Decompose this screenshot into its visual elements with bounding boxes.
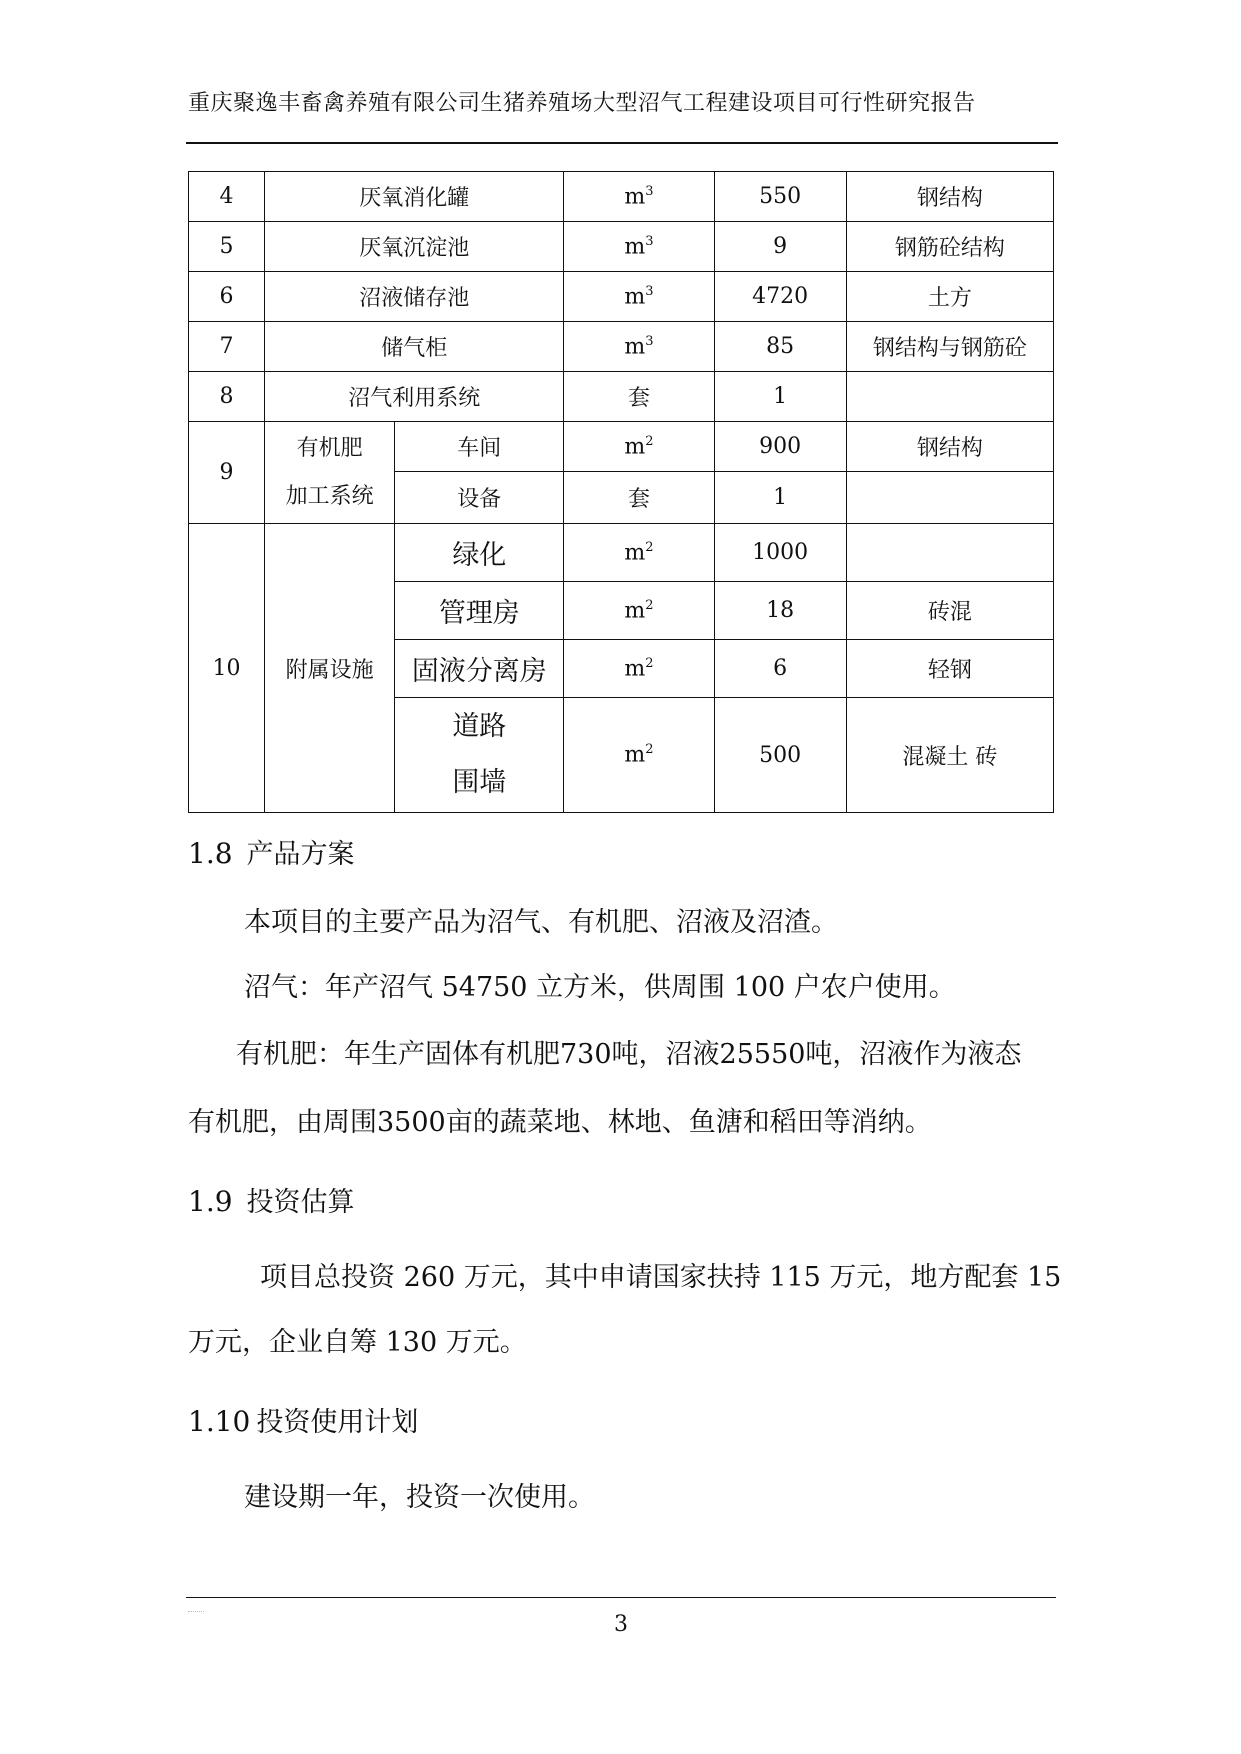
quantity-cell: 6 xyxy=(714,640,846,698)
quantity-cell: 1000 xyxy=(714,524,846,582)
group-name: 附属设施 xyxy=(265,524,395,813)
table-row xyxy=(189,222,1054,272)
quantity-cell: 1 xyxy=(714,472,846,524)
footer-mark xyxy=(188,1611,204,1613)
note-cell xyxy=(846,524,1053,582)
paragraph: 本项目的主要产品为沼气、有机肥、沼液及沼渣。 xyxy=(244,907,838,938)
sub-item-name: 绿化 xyxy=(395,524,564,582)
paragraph: 建设期一年，投资一次使用。 xyxy=(244,1482,595,1513)
table-row xyxy=(189,524,1054,582)
note-cell: 混凝土 砖 xyxy=(846,698,1053,813)
paragraph: 沼气：年产沼气 54750 立方米，供周围 100 户农户使用。 xyxy=(244,972,956,1003)
paragraph: 有机肥，由周围3500亩的蔬菜地、林地、鱼溏和稻田等消纳。 xyxy=(188,1107,932,1138)
sub-item-name: 固液分离房 xyxy=(395,640,564,698)
unit-cell: $m^3$ xyxy=(564,272,714,322)
table-row xyxy=(189,422,1054,472)
sub-item-name: 道路 围墙 xyxy=(395,698,564,813)
quantity-cell: 9 xyxy=(714,222,846,272)
row-number: 6 xyxy=(189,272,265,322)
sub-item-name: 车间 xyxy=(395,422,564,472)
note-cell: 土方 xyxy=(846,272,1053,322)
sub-item-name: 管理房 xyxy=(395,582,564,640)
note-cell: 砖混 xyxy=(846,582,1053,640)
group-name: 有机肥 加工系统 xyxy=(265,422,395,524)
item-name: 厌氧沉淀池 xyxy=(265,222,564,272)
quantity-cell: 4720 xyxy=(714,272,846,322)
paragraph: 项目总投资 260 万元，其中申请国家扶持 115 万元，地方配套 15 xyxy=(260,1262,1062,1293)
unit-cell: $m^3$ xyxy=(564,322,714,372)
paragraph: 有机肥：年生产固体有机肥730吨，沼液25550吨，沼液作为液态 xyxy=(236,1039,1022,1070)
item-name: 储气柜 xyxy=(265,322,564,372)
section-heading-1-8: 1.8 产品方案 xyxy=(188,837,355,870)
footer-rule xyxy=(186,1597,1056,1598)
row-number: 5 xyxy=(189,222,265,272)
row-number: 7 xyxy=(189,322,265,372)
header-rule xyxy=(186,142,1058,144)
quantity-cell: 550 xyxy=(714,172,846,222)
quantity-cell: 500 xyxy=(714,698,846,813)
row-number: 4 xyxy=(189,172,265,222)
note-cell: 钢筋砼结构 xyxy=(846,222,1053,272)
quantity-cell: 900 xyxy=(714,422,846,472)
item-name: 沼液储存池 xyxy=(265,272,564,322)
unit-cell: $m^2$ xyxy=(564,422,714,472)
unit-cell: $m^2$ xyxy=(564,582,714,640)
paragraph: 万元，企业自筹 130 万元。 xyxy=(188,1327,527,1358)
unit-cell: $m^3$ xyxy=(564,222,714,272)
row-number: 8 xyxy=(189,372,265,422)
quantity-cell: 85 xyxy=(714,322,846,372)
section-heading-1-10: 1.10 投资使用计划 xyxy=(188,1405,419,1438)
quantity-cell: 1 xyxy=(714,372,846,422)
construction-items-table xyxy=(188,171,1054,813)
item-name: 厌氧消化罐 xyxy=(265,172,564,222)
note-cell: 钢结构与钢筋砼 xyxy=(846,322,1053,372)
unit-cell: $m^3$ xyxy=(564,172,714,222)
unit-cell: 套 xyxy=(564,472,714,524)
unit-cell: 套 xyxy=(564,372,714,422)
table-row xyxy=(189,322,1054,372)
note-cell: 轻钢 xyxy=(846,640,1053,698)
unit-cell: $m^2$ xyxy=(564,640,714,698)
note-cell xyxy=(846,372,1053,422)
item-name: 沼气利用系统 xyxy=(265,372,564,422)
row-number: 9 xyxy=(189,422,265,524)
unit-cell: $m^2$ xyxy=(564,524,714,582)
table-row xyxy=(189,172,1054,222)
note-cell: 钢结构 xyxy=(846,422,1053,472)
running-header: 重庆聚逸丰畜禽养殖有限公司生猪养殖场大型沼气工程建设项目可行性研究报告 xyxy=(188,91,976,116)
unit-cell: $m^2$ xyxy=(564,698,714,813)
table-row xyxy=(189,272,1054,322)
table-row xyxy=(189,372,1054,422)
sub-item-name: 设备 xyxy=(395,472,564,524)
row-number: 10 xyxy=(189,524,265,813)
section-heading-1-9: 1.9 投资估算 xyxy=(188,1185,355,1218)
note-cell: 钢结构 xyxy=(846,172,1053,222)
note-cell xyxy=(846,472,1053,524)
page-number: 3 xyxy=(614,1612,628,1637)
quantity-cell: 18 xyxy=(714,582,846,640)
